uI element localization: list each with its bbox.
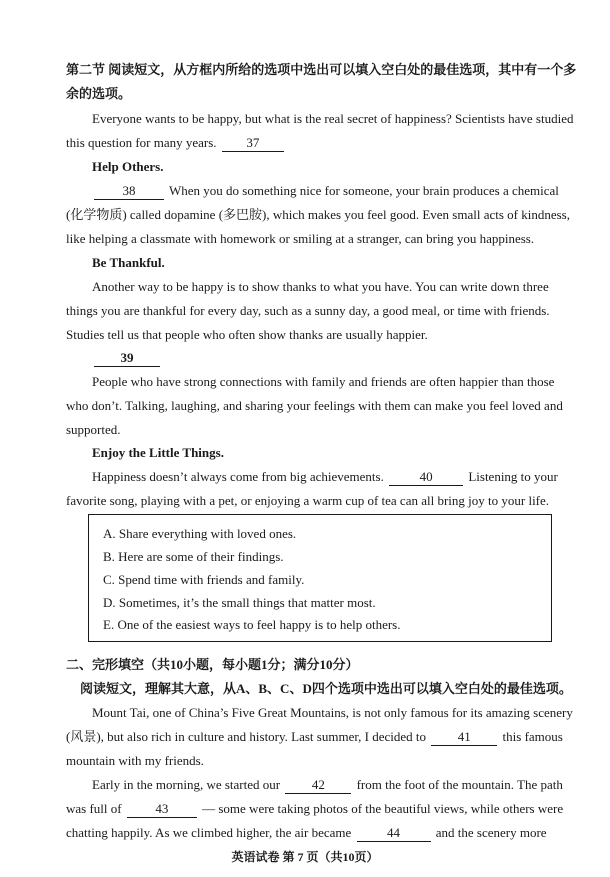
- text: from the foot of the mountain. The path: [356, 777, 563, 792]
- paragraph-line: [92, 348, 162, 368]
- section-instruction-cont: 余的选项。: [66, 86, 132, 101]
- paragraph-line: [66, 727, 563, 747]
- paragraph-line: things you are thankful for every day, such as a sunny day, a good meal, or time with friends.: [66, 303, 550, 318]
- text: and the scenery more: [435, 825, 547, 840]
- text: this question for many years.: [66, 135, 217, 150]
- option-b: B. Here are some of their findings.: [103, 549, 284, 564]
- text: this famous: [502, 729, 563, 744]
- text: When you do something nice for someone, your brain produces a chemical: [169, 183, 559, 198]
- paragraph-line: [92, 181, 559, 201]
- paragraph-line: [66, 799, 563, 819]
- paragraph-line: supported.: [66, 422, 121, 437]
- blank-37: 37: [222, 135, 284, 152]
- text: — some were taking photos of the beautiful views, while others were: [202, 801, 564, 816]
- paragraph-line: like helping a classmate with homework or smiling at a stranger, can bring you happiness.: [66, 231, 535, 246]
- section-instruction: 第二节 阅读短文，从方框内所给的选项中选出可以填入空白处的最佳选项，其中有一个多: [66, 62, 577, 77]
- paragraph-line: Everyone wants to be happy, but what is the real secret of happiness? Scientists have studied: [92, 111, 574, 126]
- blank-41: 41: [431, 729, 497, 746]
- paragraph-line: [66, 823, 547, 843]
- paragraph-line: Studies tell us that people who often show thanks are usually happier.: [66, 327, 428, 342]
- blank-43: 43: [127, 801, 197, 818]
- page-footer: 英语试卷 第 7 页（共10页）: [231, 850, 379, 864]
- paragraph-line: Mount Tai, one of China’s Five Great Mountains, is not only famous for its amazing scenery: [92, 705, 573, 720]
- subheading-be-thankful: Be Thankful.: [92, 255, 165, 270]
- option-c: C. Spend time with friends and family.: [103, 572, 305, 587]
- paragraph-line: mountain with my friends.: [66, 753, 204, 768]
- subheading-help-others: Help Others.: [92, 159, 164, 174]
- text: Early in the morning, we started our: [92, 777, 281, 792]
- paragraph-line: [66, 133, 286, 153]
- blank-38: 38: [94, 183, 164, 200]
- options-box: [88, 514, 552, 642]
- blank-39: 39: [94, 350, 160, 367]
- text: Happiness doesn’t always come from big achievements.: [92, 469, 384, 484]
- option-a: A. Share everything with loved ones.: [103, 526, 297, 541]
- text: (风景), but also rich in culture and history. Last summer, I decided to: [66, 729, 427, 744]
- paragraph-line: who don’t. Talking, laughing, and sharing your feelings with them can make you feel loved and: [66, 398, 563, 413]
- blank-44: 44: [357, 825, 431, 842]
- paragraph-line: [92, 775, 563, 795]
- paragraph-line: Another way to be happy is to show thanks to what you have. You can write down three: [92, 279, 549, 294]
- blank-40: 40: [389, 469, 463, 486]
- text: was full of: [66, 801, 122, 816]
- blank-42: 42: [285, 777, 351, 794]
- part-instruction: 阅读短文，理解其大意，从A、B、C、D四个选项中选出可以填入空白处的最佳选项。: [80, 681, 572, 696]
- paragraph-line: favorite song, playing with a pet, or enjoying a warm cup of tea can all bring joy to your life.: [66, 493, 550, 508]
- text: Listening to your: [468, 469, 558, 484]
- option-e: E. One of the easiest ways to feel happy is to help others.: [103, 617, 401, 632]
- option-d: D. Sometimes, it’s the small things that matter most.: [103, 595, 376, 610]
- subheading-enjoy-little-things: Enjoy the Little Things.: [92, 445, 224, 460]
- part-heading: 二、完形填空（共10小题，每小题1分；满分10分）: [66, 657, 359, 672]
- paragraph-line: People who have strong connections with family and friends are often happier than those: [92, 374, 555, 389]
- paragraph-line: (化学物质) called dopamine (多巴胺), which makes you feel good. Even small acts of kindness,: [66, 207, 570, 222]
- text: chatting happily. As we climbed higher, the air became: [66, 825, 352, 840]
- paragraph-line: [92, 467, 558, 487]
